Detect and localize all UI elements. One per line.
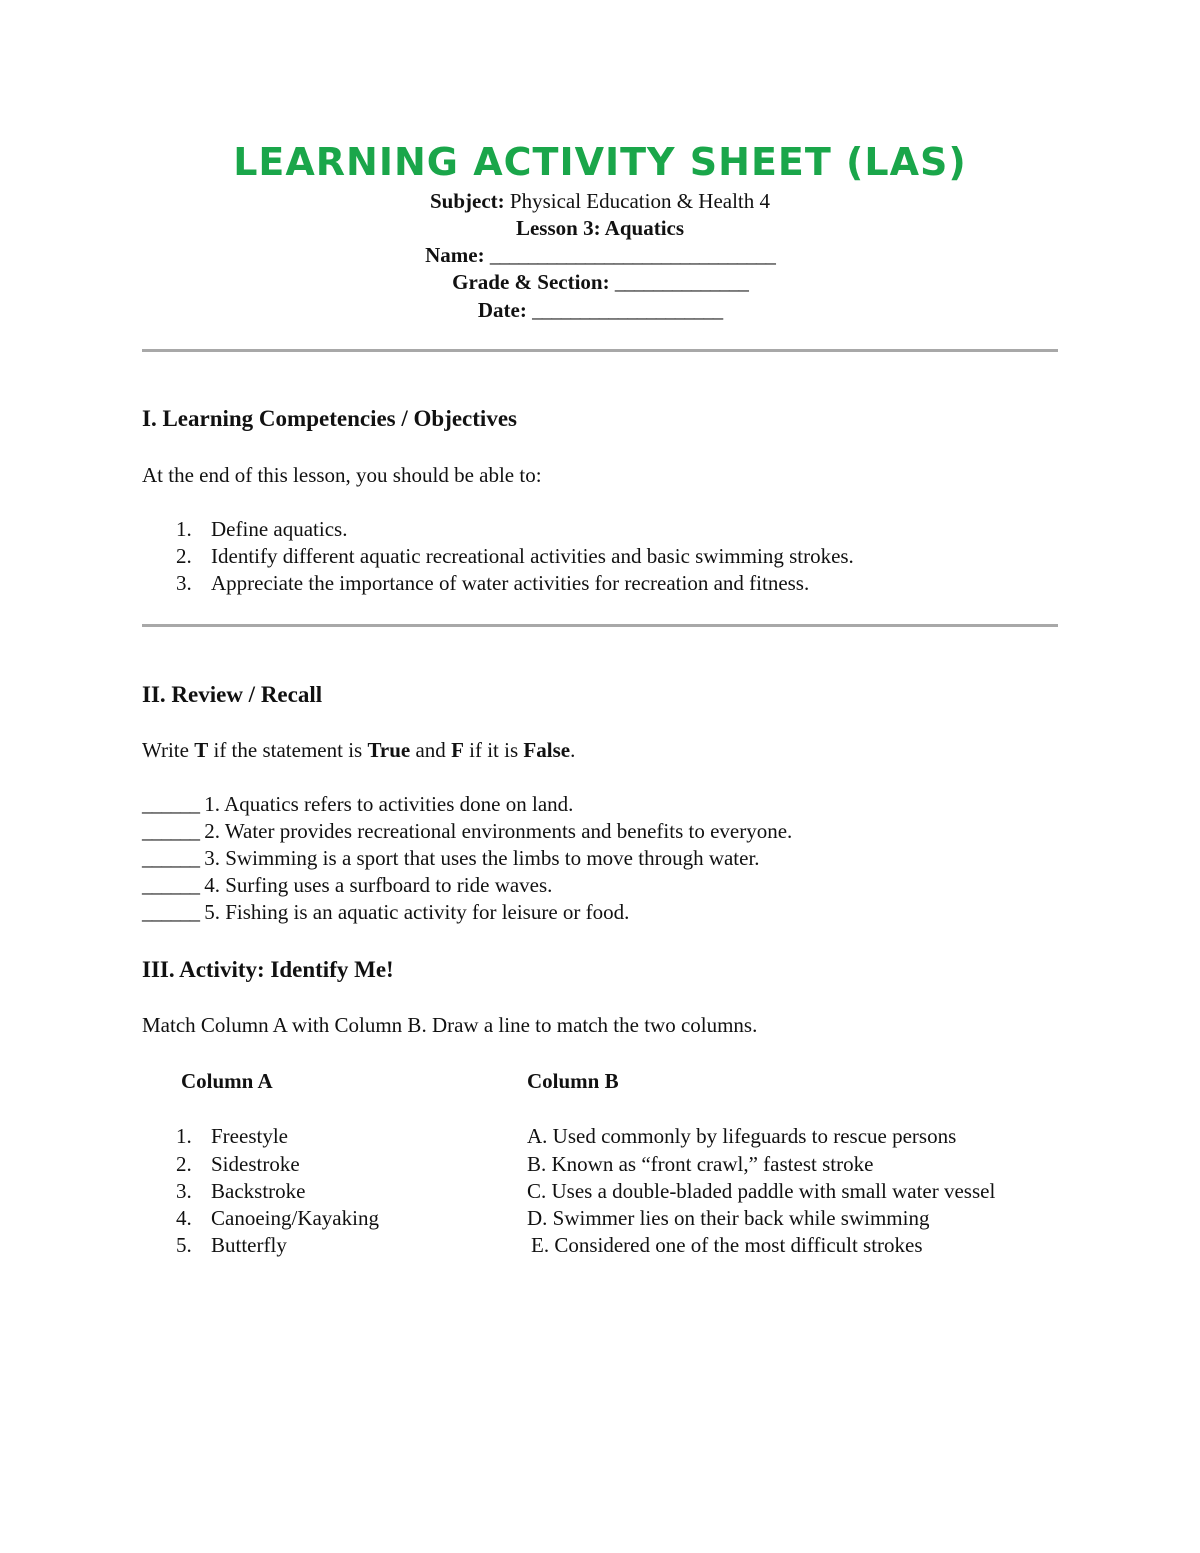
statement-text: 5. Fishing is an aquatic activity for leisure or food. xyxy=(204,900,630,924)
instruction-t: T xyxy=(194,738,209,762)
instruction-f: F xyxy=(451,738,464,762)
objective-text: Appreciate the importance of water activities for recreation and fitness. xyxy=(211,571,810,595)
name-label: Name: xyxy=(425,243,485,267)
objective-number: 1. xyxy=(176,517,192,541)
answer-blank[interactable]: ______ xyxy=(142,792,199,816)
name-line xyxy=(0,243,1200,268)
date-label: Date: xyxy=(477,298,527,322)
instruction-text: if it is xyxy=(463,738,524,762)
column-a-text: Canoeing/Kayaking xyxy=(211,1206,379,1230)
objective-number: 2. xyxy=(176,544,192,568)
lesson-line xyxy=(0,216,1200,241)
section-2-heading: II. Review / Recall xyxy=(142,682,323,707)
subject-line xyxy=(0,189,1200,214)
statement-text: 2. Water provides recreational environments and benefits to everyone. xyxy=(204,819,793,843)
section-3-heading: III. Activity: Identify Me! xyxy=(142,957,394,982)
column-a-number: 5. xyxy=(176,1233,192,1257)
section-1-intro: At the end of this lesson, you should be able to: xyxy=(142,463,542,487)
date-blank[interactable]: ____________________ xyxy=(532,298,723,322)
objective-item xyxy=(176,544,854,569)
subject-label: Subject: xyxy=(429,189,505,213)
column-b-heading: Column B xyxy=(527,1069,619,1093)
instruction-false: False xyxy=(523,738,571,762)
column-a-item xyxy=(176,1233,287,1258)
answer-blank[interactable]: ______ xyxy=(142,900,199,924)
column-a-text: Butterfly xyxy=(211,1233,287,1257)
grade-section-line xyxy=(0,270,1200,295)
section-1-heading: I. Learning Competencies / Objectives xyxy=(142,406,517,431)
name-blank[interactable]: ______________________________ xyxy=(489,243,775,267)
column-a-text: Freestyle xyxy=(211,1124,288,1148)
answer-blank[interactable]: ______ xyxy=(142,819,199,843)
answer-blank[interactable]: ______ xyxy=(142,846,199,870)
sheet-title: LEARNING ACTIVITY SHEET (LAS) xyxy=(233,140,967,184)
column-a-text: Backstroke xyxy=(211,1179,306,1203)
column-a-number: 3. xyxy=(176,1179,192,1203)
column-a-number: 1. xyxy=(176,1124,192,1148)
objective-item xyxy=(176,571,809,596)
true-false-item xyxy=(142,819,792,844)
statement-text: 1. Aquatics refers to activities done on land. xyxy=(204,792,574,816)
instruction-true: True xyxy=(367,738,411,762)
section-3-instruction: Match Column A with Column B. Draw a line to match the two columns. xyxy=(142,1013,758,1037)
column-b-item: D. Swimmer lies on their back while swimming xyxy=(527,1206,930,1230)
instruction-text: and xyxy=(410,738,452,762)
instruction-text: if the statement is xyxy=(208,738,368,762)
true-false-item xyxy=(142,873,552,898)
objective-item xyxy=(176,517,347,542)
lesson-title: Lesson 3: Aquatics xyxy=(515,216,685,240)
column-b-item: A. Used commonly by lifeguards to rescue persons xyxy=(527,1124,957,1148)
statement-text: 4. Surfing uses a surfboard to ride waves. xyxy=(204,873,553,897)
grade-section-blank[interactable]: ______________ xyxy=(614,270,748,294)
statement-text: 3. Swimming is a sport that uses the limbs to move through water. xyxy=(204,846,760,870)
true-false-item xyxy=(142,846,760,871)
column-b-item: C. Uses a double-bladed paddle with small water vessel xyxy=(527,1179,996,1203)
column-a-item xyxy=(176,1124,288,1149)
instruction-text: . xyxy=(570,738,576,762)
column-a-item xyxy=(176,1152,300,1177)
date-line xyxy=(0,298,1200,323)
column-a-number: 4. xyxy=(176,1206,192,1230)
true-false-item xyxy=(142,792,573,817)
divider xyxy=(142,349,1058,352)
column-a-number: 2. xyxy=(176,1152,192,1176)
column-a-heading: Column A xyxy=(181,1069,273,1093)
grade-section-label: Grade & Section: xyxy=(452,270,610,294)
section-2-instruction xyxy=(142,738,575,763)
objective-number: 3. xyxy=(176,571,192,595)
column-b-item: B. Known as “front crawl,” fastest stroke xyxy=(527,1152,874,1176)
subject-value: Physical Education & Health 4 xyxy=(509,189,771,213)
objective-text: Identify different aquatic recreational activities and basic swimming strokes. xyxy=(211,544,854,568)
instruction-text: Write xyxy=(142,738,195,762)
divider xyxy=(142,624,1058,627)
true-false-item xyxy=(142,900,629,925)
column-b-item: E. Considered one of the most difficult strokes xyxy=(531,1233,923,1257)
column-a-item xyxy=(176,1206,379,1231)
column-a-text: Sidestroke xyxy=(211,1152,300,1176)
column-a-item xyxy=(176,1179,305,1204)
answer-blank[interactable]: ______ xyxy=(142,873,199,897)
objective-text: Define aquatics. xyxy=(211,517,348,541)
